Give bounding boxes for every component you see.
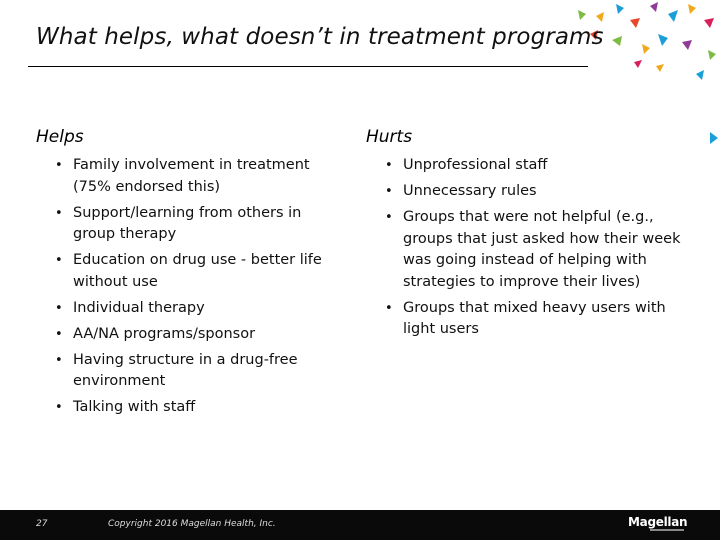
confetti-piece: [596, 12, 604, 22]
list-item: • Having structure in a drug-free environment: [55, 350, 335, 393]
confetti-piece: [650, 2, 658, 12]
helps-list: [55, 155, 335, 423]
list-item: • Groups that were not helpful (e.g., groups that just asked how their week was going instead of helping with strategies to improve their lives): [385, 207, 685, 293]
list-item: • Individual therapy: [55, 298, 335, 320]
confetti-piece: [578, 10, 586, 20]
helps-heading: Helps: [36, 127, 84, 147]
list-item: • Talking with staff: [55, 397, 335, 419]
slide-title: What helps, what doesn’t in treatment programs: [36, 24, 604, 50]
list-item: • AA/NA programs/sponsor: [55, 324, 335, 346]
confetti-piece: [688, 4, 696, 14]
confetti-piece: [668, 10, 678, 22]
list-item: • Unprofessional staff: [385, 155, 685, 177]
page-number: 27: [36, 519, 48, 529]
list-item: • Education on drug use - better life without use: [55, 250, 335, 293]
logo-underline: [650, 529, 684, 531]
hurts-list: [385, 155, 685, 345]
confetti-piece: [710, 132, 718, 144]
confetti-piece: [696, 70, 704, 80]
list-item: • Unnecessary rules: [385, 181, 685, 203]
confetti-piece: [658, 34, 668, 46]
copyright-text: Copyright 2016 Magellan Health, Inc.: [108, 519, 276, 529]
confetti-piece: [616, 4, 624, 14]
confetti-piece: [682, 40, 692, 50]
magellan-logo: Magellan: [628, 515, 688, 529]
hurts-heading: Hurts: [366, 127, 413, 147]
confetti-piece: [612, 36, 622, 46]
confetti-piece: [656, 64, 664, 72]
footer-bar: [0, 510, 720, 540]
confetti-piece: [708, 50, 716, 60]
title-divider: [28, 66, 588, 67]
confetti-piece: [642, 44, 650, 54]
list-item: • Family involvement in treatment (75% endorsed this): [55, 155, 335, 198]
confetti-piece: [704, 18, 714, 28]
confetti-piece: [630, 18, 640, 28]
list-item: • Support/learning from others in group therapy: [55, 203, 335, 246]
confetti-piece: [634, 60, 642, 68]
list-item: • Groups that mixed heavy users with light users: [385, 298, 685, 341]
